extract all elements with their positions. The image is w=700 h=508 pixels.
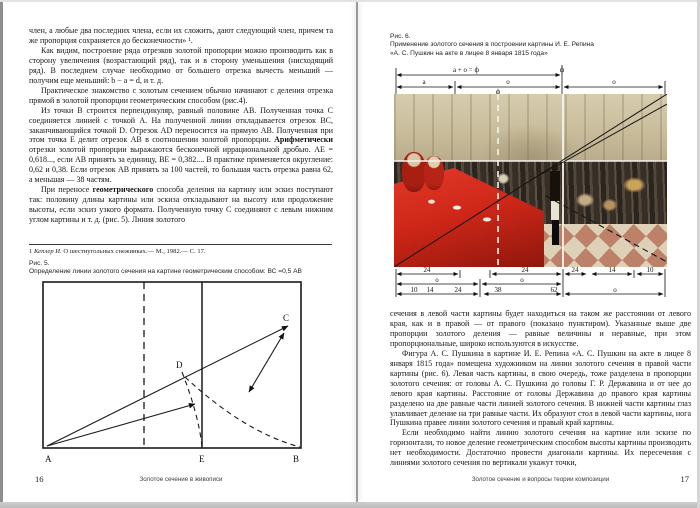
figure6-dims-bottom [394,267,667,301]
scan-edge [0,502,700,508]
dashed-diagonal [546,196,667,262]
page-left [3,2,356,502]
paragraph: член, а любые два последних члена, если их сложить, дают следующий член, причем та же пропорция сохраняется до бесконечности» ¹. [29,26,333,45]
paragraph: При переносе геометрического способа деления на картину или эскиз поступают так: половину длины картины или эскиза откладывают на высоту или продолжение высоты, если эскиз узкого формата. Полученную точку С соединяют с левым нижним углом картины и т. д. (рис. 5). Линия золотого [29,185,334,225]
scan-edge [0,0,700,2]
paragraph: сечения в левой части картины будет находиться на таком же расстоянии от левого края, как и в правой — от правого (показано пунктиром). Указанные выше две пропорции золотого деления — равные величины и неравные, при этом пропорциональные, широко используются в искусстве. [390,309,691,348]
diagram-line-AC [47,326,288,446]
point-label-D: D [176,360,183,370]
construction-lines-overlay [394,94,667,267]
point-label-B: B [293,454,300,464]
dim-label-38: 38 [494,286,502,294]
point-label-E: E [199,454,205,464]
paragraph: Практическое знакомство с золотым сечением обычно начинают с деления отрезка прямой в золотой пропорции геометрическим способом (рис.4). [29,85,333,105]
scan-edge [0,0,3,508]
dim-label-sum: а + о = ф [452,66,480,74]
left-body-text [29,26,333,225]
running-title: Золотое сечение и вопросы теории композиции [471,476,610,483]
dim-label-24-left: 24 [423,267,431,274]
dim-label-o-left: о [435,276,439,284]
paragraph: Фигура А. С. Пушкина в картине И. Е. Репина «А. С. Пушкин на акте в лицее 8 января 1815 года» помещена художником на линии золотого сечения в правой части картины (рис. 6). Левая часть картины, в свою очередь, тоже разделена в пропорции золотого сечения: от головы А. С. Пушкина до головы Г. Р. Державина и от нее до левого края картины. Расстояние от головы Державина до правого края картины разделено на две равные части линией золотого сечения. В нижней части картины глаз улавливает деление на три равные части. Их образуют стол в левой части картины, нога Пушкина правее линии золотого сечения и правый край картины. [390,348,691,428]
footnote: 1 Кеплер И. О шестиугольных снежинках.— М., 1982.— С. 17. [29,248,206,255]
dim-label-10-right: 10 [646,267,654,274]
left-footer [29,474,333,486]
figure6 [394,62,667,301]
figure6-caption-line1: Применение золотого сечения в построении картины И. Е. Репина [390,41,594,48]
footnote-rule [29,244,332,245]
paragraph: Как видим, построение ряда отрезков золотой пропорции можно производить как в сторону увеличения (возрастающий ряд), так и в сторону уменьшения (нисходящий ряд). В последнем случае необходимо от большего отрезка вычесть меньший — получим еще меньший: b − a = d, и т. д. [29,45,333,85]
figure6-label: Рис. 6. [390,33,411,40]
point-label-A: A [45,454,52,464]
dim-label-24-right: 24 [571,267,579,274]
diagram-frame [43,282,301,448]
repin-painting-reproduction [394,94,667,267]
paragraph: Из точки В строится перпендикуляр, равный половине АВ. Полученная точка С соединяется линией с точкой А. На полученной линии откладывается отрезок ВС, заканчивающийся точкой D. Отрезок AD переносится на прямую АВ. Полученная при этом точка Е делит отрезок АВ в соотношении золотой пропорции. Арифметически отрезки золотой пропорции выражаются бесконечной иррациональной дробью. АЕ = 0,618..., если АВ принять за единицу, ВЕ = 0,382.... В практике применяется округление: 0,62 и 0,38. Если отрезок АВ принять за 100 частей, то большая часть отрезка равна 62, а меньшая — 38 частям. [29,105,333,185]
figure5-diagram [39,276,309,470]
right-footer [390,474,691,486]
dim-label-a: а [422,78,426,86]
dim-label-14-right: 14 [608,267,616,274]
picture-diagonal [394,94,667,267]
dim-label-24: 24 [454,286,462,294]
figure5-caption: Определение линии золотого сечения на картине геометрическим способом: ВС =0,5 АВ [29,268,302,275]
book-gutter [356,2,358,502]
dim-label-24-mid: 24 [521,267,529,274]
dim-label-phi-right: ф [559,66,565,74]
secondary-diagonal [542,104,667,174]
page-number: 16 [35,474,44,484]
right-body-text [390,309,691,468]
dim-label-o-right: о [613,286,617,294]
dim-label-14: 14 [426,286,434,294]
dim-label-phi-mid: ф [495,88,501,94]
dim-label-o-mid: о [506,78,510,86]
figure5-label: Рис. 5. [29,260,50,267]
figure6-dims-top [394,62,667,94]
dim-label-62: 62 [550,286,558,294]
diagram-double-arrow-CB [249,333,284,392]
dim-label-o-right: о [612,78,616,86]
paragraph: Если необходимо найти линию золотого сечения на картине или эскизе по горизонтали, то новое деление геометрическим способом высоты картины производить нет необходимости. Достаточно провести диагонали картины. Их пересечения с линиями золотого сечения по вертикали укажут точки, [390,428,691,468]
page-number: 17 [680,474,689,484]
diagram-line-A-arc [47,404,195,446]
figure6-caption-line2: «А. С. Пушкин на акте в лицее 8 января 1815 года» [390,50,548,57]
point-label-C: C [283,313,290,323]
running-title: Золотое сечение в живописи [139,476,223,483]
dim-label-10: 10 [410,286,418,294]
dim-label-o-mid: о [520,276,524,284]
page-right [358,2,697,502]
